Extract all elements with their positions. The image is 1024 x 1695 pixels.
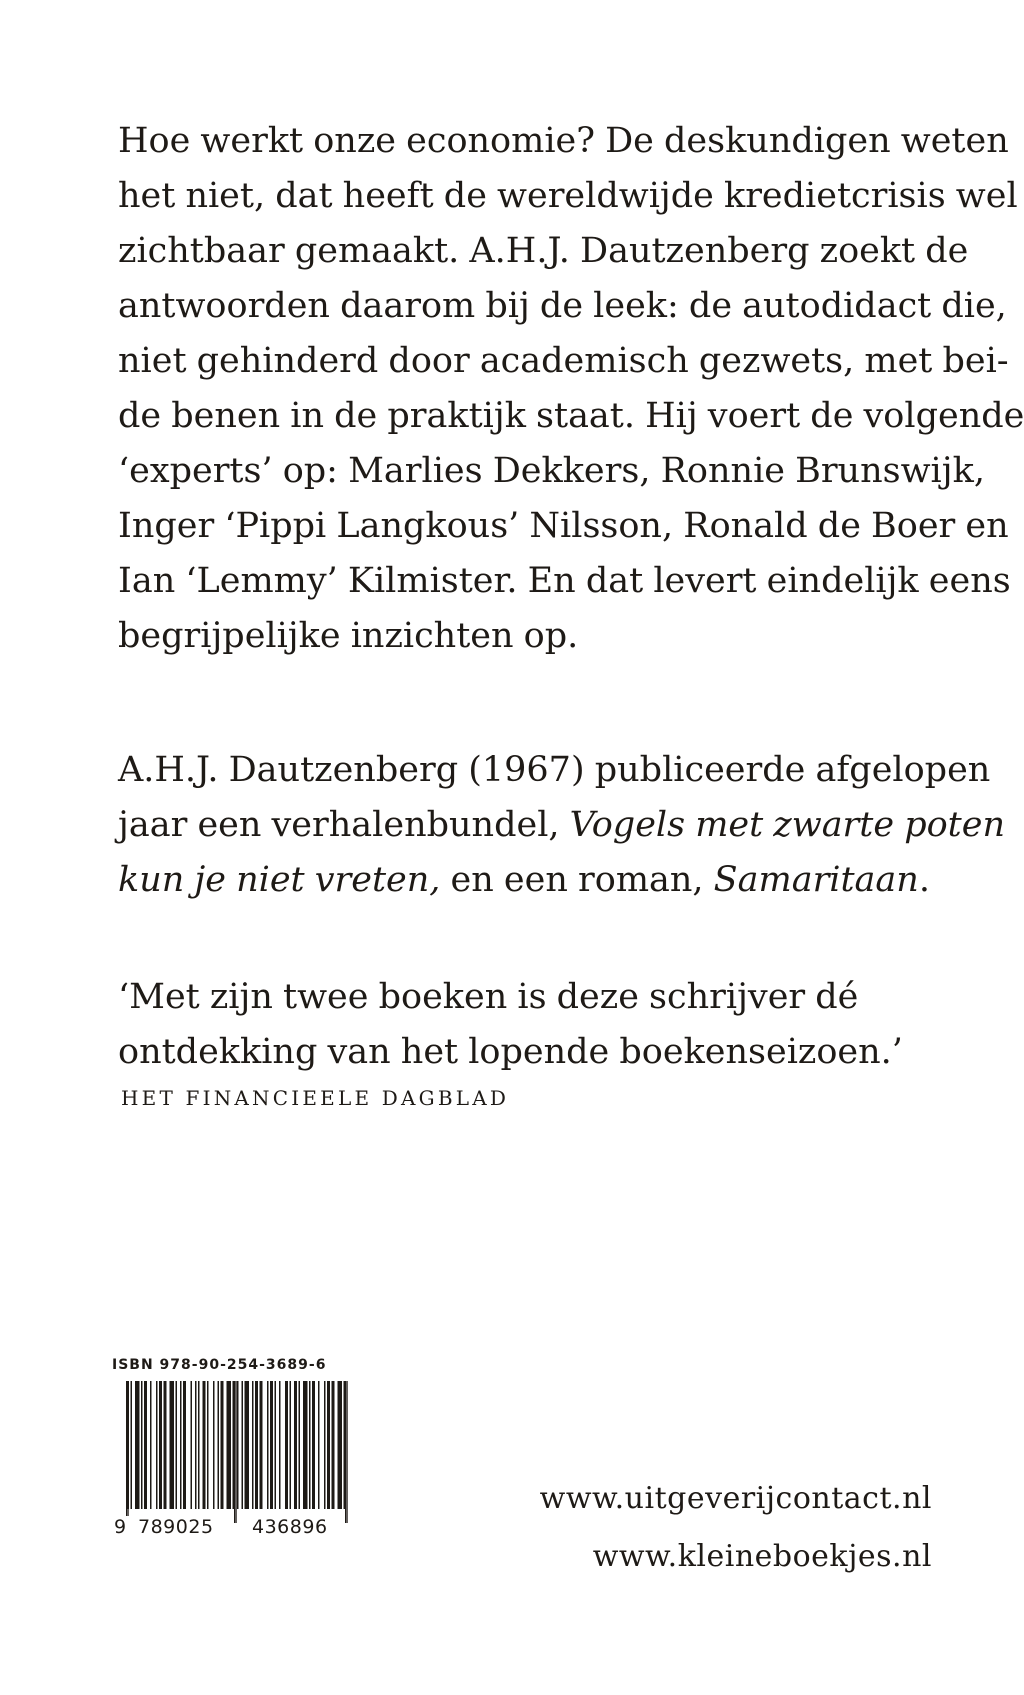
website-links [540,1470,932,1586]
barcode-bar [338,1381,343,1509]
novel-title: Samaritaan [713,860,919,900]
blurb-line: de benen in de praktijk staat. Hij voert de volgende [118,396,1024,436]
barcode-bar [332,1381,335,1509]
blurb-line: het niet, dat heeft de wereldwijde kredietcrisis wel [118,176,1018,216]
press-quote [118,970,938,1080]
author-bio-line [118,798,1005,853]
barcode-bar [191,1381,193,1509]
barcode-bar [237,1381,239,1509]
barcode-bar [233,1381,235,1509]
barcode-bar [213,1381,215,1509]
quote-line: ‘Met zijn twee boeken is deze schrijver dé [118,977,859,1017]
barcode-bar [207,1381,209,1509]
barcode-digits [112,1516,362,1546]
author-bio-text: en een roman, [440,860,714,900]
barcode-digits-right: 436896 [252,1516,328,1538]
blurb-line: Ian ‘Lemmy’ Kilmister. En dat levert eindelijk eens [118,561,1011,601]
barcode-bar [164,1381,167,1509]
barcode-bar [141,1381,143,1509]
barcode-guard-bar [236,1381,237,1523]
author-bio-line [118,853,938,908]
barcode-bars [112,1381,362,1531]
barcode-bar [227,1381,232,1509]
author-bio [118,743,1005,908]
author-bio-line [118,743,991,798]
barcode-digits-left: 789025 [138,1516,214,1538]
barcode-bar [203,1381,206,1509]
quote-line: ontdekking van het lopende boekenseizoen.’ [118,1032,903,1072]
barcode-bar [290,1381,292,1509]
author-bio-text: . [918,860,930,900]
barcode-bar [299,1381,301,1509]
publisher-url: www.uitgeverijcontact.nl [539,1481,932,1516]
author-bio-text: A.H.J. Dautzenberg (1967) publiceerde afgelopen [118,750,991,790]
barcode-bar [198,1381,200,1509]
barcode-bar [285,1381,288,1509]
barcode-bar [156,1381,158,1509]
barcode-bar [218,1381,220,1509]
blurb-line: Hoe werkt onze economie? De deskundigen weten [118,121,1009,161]
barcode-bar [327,1381,330,1509]
story-collection-title-cont: kun je niet vreten, [118,860,441,900]
barcode-bar [279,1381,281,1509]
barcode-bar [255,1381,258,1509]
barcode-digit-first: 9 [114,1516,127,1538]
barcode-bar [245,1381,250,1509]
barcode-bar [144,1381,147,1509]
barcode-bar [131,1381,133,1509]
barcode-bar [195,1381,197,1509]
blurb-line: zichtbaar gemaakt. A.H.J. Dautzenberg zoekt de [118,231,969,271]
blurb-line: antwoorden daarom bij de leek: de autodidact die, [118,286,1007,326]
barcode-bar [170,1381,175,1509]
barcode-bar [183,1381,186,1509]
blurb-line: ‘experts’ op: Marlies Dekkers, Ronnie Brunswijk, [118,451,985,491]
blurb-line: Inger ‘Pippi Langkous’ Nilsson, Ronald de Boer en [118,506,1009,546]
barcode-bar [260,1381,263,1509]
barcode-bar [150,1381,152,1509]
blurb-paragraph [118,114,1024,664]
barcode-guard-bar [347,1381,348,1523]
barcode-bar [275,1381,277,1509]
series-url: www.kleineboekjes.nl [592,1539,932,1574]
isbn-barcode [112,1357,362,1547]
barcode-bar [344,1381,346,1509]
barcode-bar [318,1381,320,1509]
blurb-line: begrijpelijke inzichten op. [118,616,579,656]
barcode-bar [309,1381,311,1509]
barcode-bar [252,1381,254,1509]
barcode-bar [176,1381,178,1509]
barcode-guard-bar [234,1381,235,1523]
barcode-bar [270,1381,273,1509]
barcode-bar [312,1381,315,1509]
barcode-bar [221,1381,224,1509]
barcode-bar [303,1381,308,1509]
barcode-bar [324,1381,326,1509]
barcode-guard-bar [126,1381,127,1523]
barcode-bar [242,1381,244,1509]
barcode-bar [294,1381,297,1509]
story-collection-title: Vogels met zwarte poten [569,805,1005,845]
barcode-bar [180,1381,182,1509]
isbn-label: ISBN 978-90-254-3689-6 [112,1357,327,1373]
barcode-bar [267,1381,269,1509]
barcode-bar [135,1381,140,1509]
barcode-bar [159,1381,162,1509]
barcode-guard-bar [128,1381,129,1523]
blurb-line: niet gehinderd door academisch gezwets, met bei- [118,341,1009,381]
barcode-guard-bar [345,1381,346,1523]
author-bio-text: jaar een verhalenbundel, [118,805,570,845]
quote-source: HET FINANCIEELE DAGBLAD [121,1086,510,1110]
